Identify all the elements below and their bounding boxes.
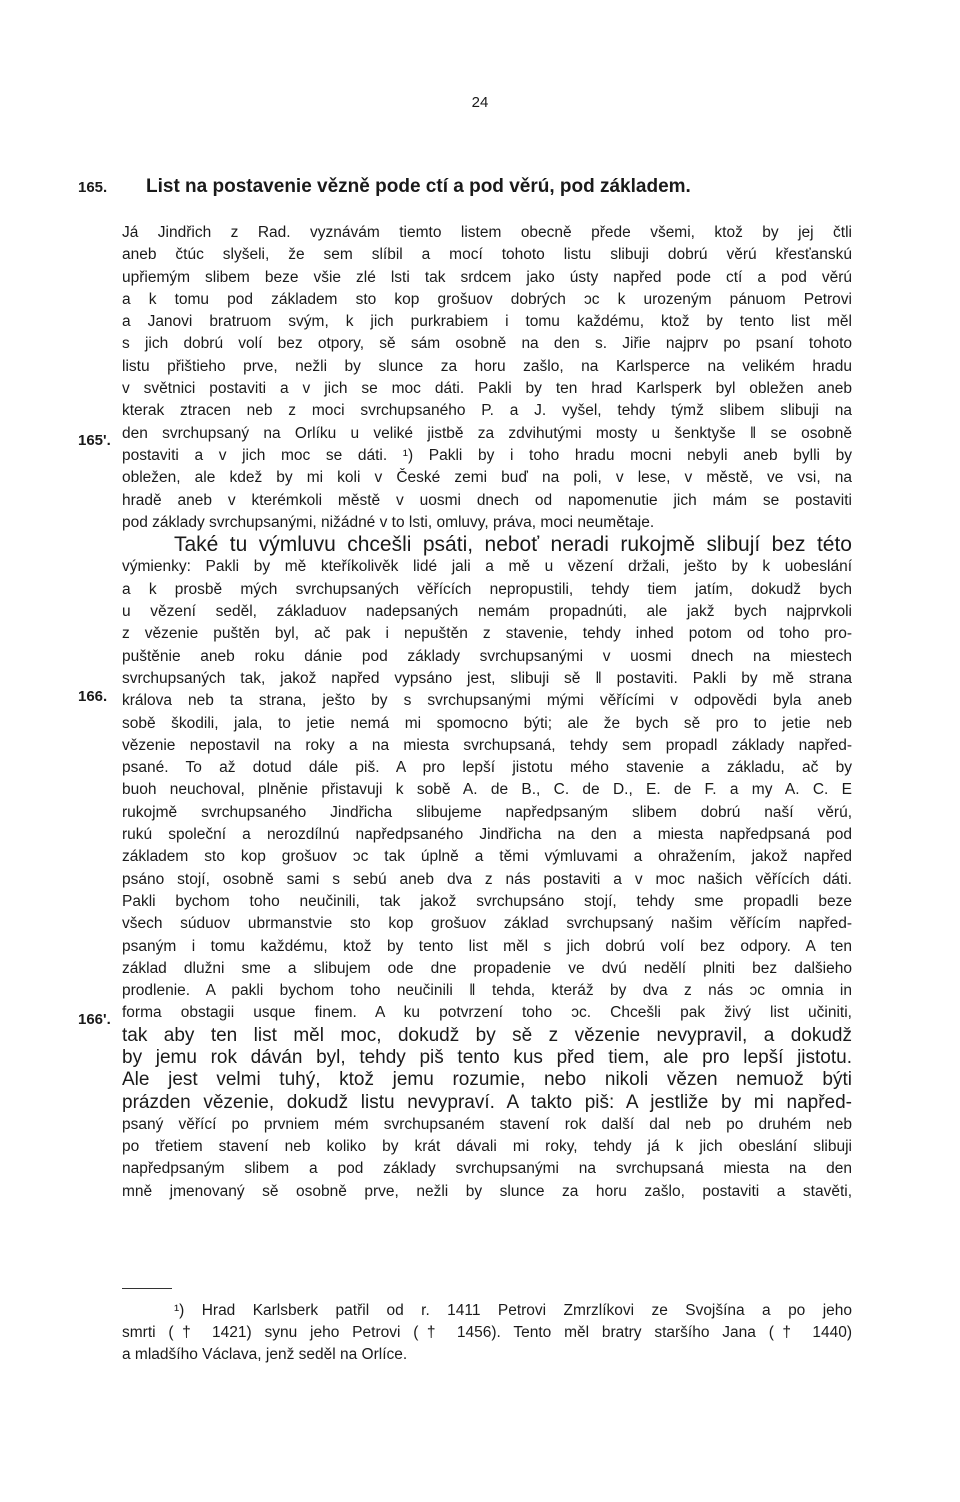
text-line: psaným i tomu každému, ktož by tento list měl s jich dobrú volí bez odpory. A ten — [122, 937, 852, 955]
footnote-line: a mladšího Václava, jenž seděl na Orlíce. — [122, 1346, 408, 1363]
text-line: sobě škodili, jala, to jetie nemá mi spomocno býti; ale že bych sě pro to jetie neb — [122, 714, 852, 732]
footnote-line: smrti († 1421) synu jeho Petrovi († 1456). Tento měl bratry staršího Jana († 1440) — [122, 1324, 852, 1341]
text-line: v světnici postaviti a v jich se moc dáti. Pakli by ten hrad Karlsperk byl obležen aneb — [122, 380, 852, 398]
text-line: psáno stojí, osobně sami s sebú aneb dva z nás postaviti a v moc našich věřících dáti. — [122, 870, 852, 888]
text-line: z vězenie puštěn byl, ač pak i nepuštěn z stavenie, tehdy inhed potom od toho pro- — [122, 625, 852, 643]
text-line: tak aby ten list měl moc, dokudž by sě z vězenie nevypravil, a dokudž — [122, 1024, 852, 1046]
text-line: hradě aneb v kterémkoli městě v uosmi dnech od napomenutie jich mám se postaviti — [122, 491, 852, 509]
text-line: králova neb ta strana, ješto by s svrchupsanými mými věřícími v odpovědi byla aneb — [122, 692, 852, 710]
text-line: buoh neuchoval, plněnie přistavuji k sobě A. de B., C. de D., E. de F. a my A. C. E — [122, 781, 852, 799]
text-line: a k tomu pod základem sto kop grošuov dobrých ɔc k urozeným pánuom Petrovi — [122, 290, 852, 308]
section-title: List na postavenie vězně pode ctí a pod věrú, pod základem. — [146, 176, 691, 197]
text-line: prodlenie. A pakli bychom toho neučinili ‖ tehda, kteráž by dva z nás ɔc omnia in — [122, 982, 852, 1000]
text-line: všech súduov ubrmanstvie sto kop grošuov základ svrchupsaný našim věřícím napřed- — [122, 915, 852, 933]
page-number: 24 — [471, 94, 489, 111]
text-line: Já Jindřich z Rad. vyznávám tiemto listem obecně přede všemi, ktož by jej čtli — [122, 224, 852, 241]
text-line: u vězení seděl, základuov nadepsaných nemám propadnúti, ale jakž bych najprvkoli — [122, 603, 852, 621]
text-line: rukú společní a nerozdílnú napředpsaného Jindřicha na den a miesta napředpsaná pod — [122, 826, 852, 844]
footnote-line: ¹) Hrad Karlsberk patřil od r. 1411 Petrovi Zmrzlíkovi ze Svojšína a po jeho — [174, 1302, 852, 1319]
text-line: napředpsaným slibem a pod základy svrchupsanými na svrchupsaná miesta na den — [122, 1160, 852, 1178]
text-line: základem sto kop grošuov ɔc tak úplně a těmi výmluvami a ohražením, jakož napřed — [122, 848, 852, 866]
text-line: obležen, ale kdež by mi koli v České zemi buď na poli, v lese, v městě, ve vsi, na — [122, 469, 852, 487]
text-line: Pakli bychom toho neučinili, tak jakož svrchupsáno stojí, tehdy sme propadli beze — [122, 892, 852, 910]
text-line: by jemu rok dáván byl, tehdy piš tento kus před tiem, ale pro lepší jistotu. — [122, 1046, 852, 1068]
main-text — [122, 222, 852, 1203]
text-line: s jich dobrú volí bez otpory, sě sám osobně na den s. Jiřie najprv po psaní tohoto — [122, 335, 852, 353]
text-line: Také tu výmluvu chcešli psáti, neboť neradi rukojmě slibují bez této — [174, 533, 852, 557]
text-line: výmienky: Pakli by mě kteříkolivěk lidé jali a mě u vězení držali, ješto by k uobeslání — [122, 558, 852, 576]
margin-note-166-prime: 166'. — [78, 1011, 111, 1028]
text-line: den svrchupsaný na Orlíku u veliké jistbě za zdvihutými mosty u šenktyše ‖ se osobně — [122, 424, 852, 442]
text-line: puštěnie aneb roku dánie pod základy svrchupsanými v uosmi dnech na miestech — [122, 647, 852, 665]
text-line: upřiemým slibem beze všie zlé lsti tak srdcem jako ústy napřed pode ctí a pod věrú — [122, 268, 852, 286]
footnotes — [122, 1300, 852, 1366]
text-line: základ dlužni sme a slibujem ode dne propadenie ve dvú nedělí plniti bez dalšieho — [122, 959, 852, 977]
text-line: prázden vězenie, dokudž listu nevypraví. A takto piš: A jestliže by mi napřed- — [122, 1091, 852, 1113]
text-line: vězenie nepostavil na roky a na miesta svrchupsaná, tehdy sem propadl základy napřed- — [122, 736, 852, 754]
text-line: aneb čtúc slyšeli, že sem slíbil a mocí tohoto listu slibuji dobrú věrú křesťanskú — [122, 246, 852, 264]
footnote-separator — [122, 1288, 172, 1289]
text-line: pod základy svrchupsanými, nižádné v to lsti, omluvy, práva, moci neumětaje. — [122, 513, 655, 531]
section-number: 165. — [78, 179, 108, 196]
section-heading — [78, 176, 878, 198]
text-line: Ale jest velmi tuhý, ktož jemu rozumie, nebo nikoli vězen nemuož býti — [122, 1069, 852, 1091]
text-line: forma obstagii usque finem. A ku potvrzení toho ɔc. Chcešli pak živý list učiniti, — [122, 1004, 852, 1022]
text-line: a Janovi bratruom svým, k jich purkrabiem i tomu každému, ktož by tento list měl — [122, 313, 852, 331]
text-line: psané. To až dotud dále piš. A pro lepší jistotu mého stavenie a základu, ač by — [122, 759, 852, 777]
text-line: psaný věřící po prvniem mém svrchupsaném stavení rok další dal neb po druhém neb — [122, 1115, 852, 1133]
text-line: a k prosbě mých svrchupsaných věřících nepropustili, tehdy tiem jatím, dokudž bych — [122, 580, 852, 598]
text-line: rukojmě svrchupsaného Jindřicha slibujeme napředpsaným slibem dobrú naší věrú, — [122, 803, 852, 821]
text-line: po třetiem stavení neb koliko by krát dávali mi roky, tehdy já k jich obeslání slibuji — [122, 1138, 852, 1156]
margin-note-166: 166. — [78, 688, 108, 705]
text-line: listu přištieho prve, nežli by slunce za horu zašlo, na Karlsperce na velikém hradu — [122, 357, 852, 375]
text-line: svrchupsaných tak, jakož napřed vypsáno jest, slibuji sě ‖ postaviti. Pakli by mě strana — [122, 669, 852, 687]
margin-note-165-prime: 165'. — [78, 432, 111, 449]
text-line: postaviti a v jich moc se dáti. ¹) Pakli by i toho hradu mocni nebyli aneb bylli by — [122, 446, 852, 464]
text-line: kterak ztracen neb z moci svrchupsaného P. a J. vyšel, tehdy týmž slibem slibuji na — [122, 402, 852, 420]
text-line: mně jmenovaný sě osobně prve, nežli by slunce za horu zašlo, postaviti a stavěti, — [122, 1182, 852, 1200]
